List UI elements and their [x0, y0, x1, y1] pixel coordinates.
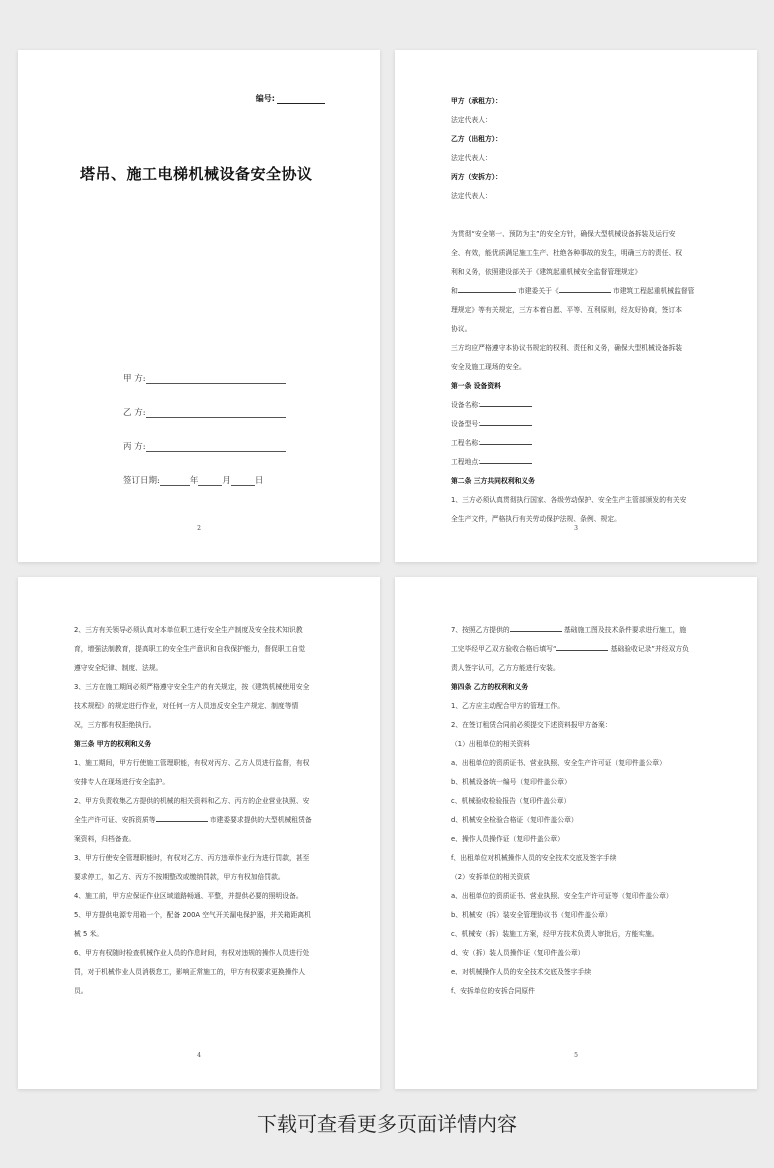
fill-in-blank — [458, 285, 516, 293]
line-text: 械 5 米。 — [74, 930, 104, 938]
line-text: 况，三方都有权拒绝执行。 — [74, 721, 156, 729]
text-line — [451, 773, 707, 792]
line-text: 工程名称: — [451, 439, 481, 447]
line-text: 2、甲方负责收集乙方提供的机械的相关资料和乙方、丙方的企业营业执照、安 — [74, 797, 310, 805]
year-label: 年 — [189, 476, 199, 486]
text-line — [451, 982, 707, 1001]
line-text: 6、甲方有权随时检查机械作业人员的作息时间，有权对违规的操作人员进行处 — [74, 949, 310, 957]
text-line — [74, 944, 330, 963]
fill-in-blank — [510, 624, 562, 632]
party-a-blank — [146, 375, 286, 384]
text-line — [451, 963, 707, 982]
text-line — [74, 887, 330, 906]
line-text: c、机械安（拆）装施工方案，经甲方技术负责人审批后，方能实施。 — [451, 930, 659, 938]
line-text: 第一条 设备资料 — [451, 382, 501, 390]
line-text: （1）出租单位的相关资料 — [451, 740, 531, 748]
line-text: 第二条 三方共同权利和义务 — [451, 477, 535, 485]
line-text: 乙方（出租方）： — [451, 135, 502, 143]
line-text: 利和义务，依照建设部关于《建筑起重机械安全监督管理规定》 — [451, 268, 642, 276]
line-text: 设备型号: — [451, 420, 481, 428]
watermark — [102, 490, 123, 515]
page-body — [451, 621, 707, 1001]
month-label: 月 — [222, 476, 231, 486]
fill-in-blank — [559, 285, 611, 293]
fill-in-blank — [480, 456, 532, 464]
section-heading — [451, 130, 707, 149]
text-line — [451, 944, 707, 963]
line-text: 2、在签订租赁合同前必须提交下述资料报甲方备案： — [451, 721, 612, 729]
sign-date-label: 签订日期: — [123, 476, 160, 486]
line-text: 1、乙方应主动配合甲方的管理工作。 — [451, 702, 565, 710]
line-text: 要求停工，如乙方、丙方不按期整改或缴纳罚款，甲方有权加倍罚款。 — [74, 873, 285, 881]
fill-in-blank — [480, 418, 532, 426]
party-c-blank — [146, 443, 286, 452]
line-text: 7、按照乙方提供的 — [451, 626, 510, 634]
line-text: 育，增强法制教育，提高职工的安全生产意识和自我保护能力，督促职工自觉 — [74, 645, 306, 653]
text-line — [451, 206, 707, 225]
line-text: 第三条 甲方的权利和义务 — [74, 740, 152, 748]
page-body — [451, 92, 707, 529]
page-number: 5 — [574, 1052, 578, 1059]
line-text: e、对机械操作人员的安全技术交底及签字手续 — [451, 968, 592, 976]
year-blank — [160, 477, 190, 486]
day-blank — [231, 477, 255, 486]
text-line — [451, 187, 707, 206]
sign-date-field — [123, 474, 263, 486]
line-text: f、出租单位对机械操作人员的安全技术交底及签字手续 — [451, 854, 617, 862]
line-text: 1、施工期间，甲方行使施工管理职能，有权对丙方、乙方人员进行监督，有权 — [74, 759, 310, 767]
page-number: 4 — [197, 1052, 201, 1059]
text-line — [451, 149, 707, 168]
line-text: 安排专人在现场进行安全监护。 — [74, 778, 170, 786]
fill-in-blank — [480, 399, 532, 407]
line-text: 工程地点: — [451, 458, 481, 466]
line-text: 为贯彻“安全第一、预防为主”的安全方针，确保大型机械设备拆装及运行安 — [451, 230, 676, 238]
text-line — [451, 811, 707, 830]
text-line — [74, 659, 330, 678]
line-text: b、机械设备统一编号（复印件盖公章） — [451, 778, 571, 786]
text-line — [451, 225, 707, 244]
line-text: 4、施工前，甲方应保证作业区域道路畅通、平整，并提供必要的照明设备。 — [74, 892, 303, 900]
line-text: 设备名称: — [451, 401, 481, 409]
section-heading — [451, 168, 707, 187]
text-line — [451, 754, 707, 773]
day-label: 日 — [254, 476, 264, 486]
text-line — [74, 697, 330, 716]
party-b-blank — [146, 409, 286, 418]
text-line — [74, 906, 330, 925]
line-text: 3、甲方行使安全管理职能时，有权对乙方、丙方违章作业行为进行罚款，甚至 — [74, 854, 310, 862]
text-line — [74, 925, 330, 944]
line-text: 安全及施工现场的安全。 — [451, 363, 526, 371]
line-text: d、机械安全检验合格证（复印件盖公章） — [451, 816, 578, 824]
line-text: 案资料，归档备查。 — [74, 835, 136, 843]
text-line — [451, 434, 707, 453]
line-text: 3、三方在施工期间必须严格遵守安全生产的有关规定，按《建筑机械使用安全 — [74, 683, 310, 691]
line-text: b、机械安（拆）装安全管理协议书（复印件盖公章） — [451, 911, 612, 919]
text-line — [451, 415, 707, 434]
text-line — [74, 678, 330, 697]
line-text: 1、三方必须认真贯彻执行国家、各级劳动保护、安全生产主管部颁发的有关安 — [451, 496, 687, 504]
text-line — [451, 640, 707, 659]
line-text: 协议。 — [451, 325, 472, 333]
text-line — [74, 716, 330, 735]
text-line — [451, 868, 707, 887]
month-blank — [198, 477, 222, 486]
serial-number-label: 编号: — [255, 94, 275, 103]
text-line — [451, 925, 707, 944]
line-text: 员。 — [74, 987, 88, 995]
line-text: 市建筑工程起重机械监督管 — [610, 287, 695, 295]
text-line — [451, 792, 707, 811]
fill-in-blank — [156, 814, 208, 822]
line-text: 2、三方有关领导必须认真对本单位职工进行安全生产制度及安全技术知识教 — [74, 626, 303, 634]
text-line — [451, 301, 707, 320]
text-line — [451, 697, 707, 716]
line-text: 罚，对于机械作业人员消极怠工，影响正常施工的，甲方有权要求更换操作人 — [74, 968, 306, 976]
line-text: a、出租单位的资质证书、营业执照、安全生产许可证等（复印件盖公章） — [451, 892, 673, 900]
section-heading — [451, 92, 707, 111]
page-number: 3 — [574, 525, 578, 532]
page-number: 2 — [197, 525, 201, 532]
party-c-signature — [123, 440, 286, 452]
text-line — [74, 868, 330, 887]
text-line — [74, 792, 330, 811]
party-c-label: 丙 方: — [123, 442, 146, 452]
line-text: 基础施工图及技术条件要求进行施工，施 — [561, 626, 687, 634]
download-prompt-caption: 下载可查看更多页面详情内容 — [257, 1112, 517, 1136]
line-text: 法定代表人： — [451, 154, 492, 162]
line-text: 甲方（承租方）： — [451, 97, 502, 105]
text-line — [451, 320, 707, 339]
text-line — [451, 263, 707, 282]
page-body — [74, 621, 330, 1001]
line-text: d、安（拆）装人员操作证（复印件盖公章） — [451, 949, 585, 957]
text-line — [451, 491, 707, 510]
line-text: 丙方（安拆方）： — [451, 173, 502, 181]
text-line — [74, 849, 330, 868]
text-line — [451, 735, 707, 754]
serial-number-field — [256, 93, 325, 104]
section-heading — [451, 377, 707, 396]
text-line — [74, 621, 330, 640]
text-line — [451, 830, 707, 849]
line-text: a、出租单位的资质证书、营业执照、安全生产许可证（复印件盖公章） — [451, 759, 666, 767]
line-text: 法定代表人： — [451, 116, 492, 124]
text-line — [74, 982, 330, 1001]
serial-number-blank — [277, 96, 325, 104]
section-heading — [451, 678, 707, 697]
line-text: 遵守安全纪律、制度、法规。 — [74, 664, 163, 672]
party-a-signature — [123, 372, 286, 384]
text-line — [451, 621, 707, 640]
document-page-cover — [18, 50, 380, 562]
line-text: 基础验收记录”并经双方负 — [608, 645, 689, 653]
text-line — [74, 754, 330, 773]
text-line — [451, 453, 707, 472]
text-line — [451, 339, 707, 358]
document-page-parties — [395, 50, 757, 562]
text-line — [451, 282, 707, 301]
fill-in-blank — [556, 643, 608, 651]
text-line — [74, 830, 330, 849]
line-text: 责人签字认可，乙方方能进行安装。 — [451, 664, 560, 672]
line-text: 全、有效，能优质满足施工生产、杜绝各种事故的发生，明确三方的责任、权 — [451, 249, 683, 257]
line-text: 市建委关于《 — [515, 287, 559, 295]
text-line — [74, 640, 330, 659]
text-line — [451, 849, 707, 868]
line-text: （2）安拆单位的相关资质 — [451, 873, 531, 881]
text-line — [451, 659, 707, 678]
line-text: 第四条 乙方的权利和义务 — [451, 683, 529, 691]
line-text: 全生产许可证、安拆资质等 — [74, 816, 156, 824]
line-text: 法定代表人： — [451, 192, 492, 200]
section-heading — [74, 735, 330, 754]
document-title: 塔吊、施工电梯机械设备安全协议 — [80, 165, 313, 183]
text-line — [451, 396, 707, 415]
party-b-label: 乙 方: — [123, 408, 146, 418]
line-text: c、机械验收检验报告（复印件盖公章） — [451, 797, 571, 805]
line-text: f、安拆单位的安拆合同原件 — [451, 987, 535, 995]
text-line — [74, 773, 330, 792]
text-line — [74, 811, 330, 830]
line-text: e、操作人员操作证（复印件盖公章） — [451, 835, 564, 843]
text-line — [451, 358, 707, 377]
text-line — [451, 887, 707, 906]
text-line — [451, 244, 707, 263]
fill-in-blank — [480, 437, 532, 445]
text-line — [451, 716, 707, 735]
line-text: 理规定》等有关规定，三方本着自愿、平等、互利原则，经友好协商，签订本 — [451, 306, 683, 314]
section-heading — [451, 472, 707, 491]
line-text: 5、甲方提供电源专用箱一个，配备 200A 空气开关漏电保护器，并关箱距离机 — [74, 911, 311, 919]
line-text: 全生产文件，严格执行有关劳动保护法规、条例、规定。 — [451, 515, 621, 523]
text-line — [451, 111, 707, 130]
party-b-signature — [123, 406, 286, 418]
document-page-clauses — [18, 577, 380, 1089]
party-a-label: 甲 方: — [123, 374, 146, 384]
line-text: 三方均应严格遵守本协议书规定的权利、责任和义务，确保大型机械设备拆装 — [451, 344, 683, 352]
text-line — [451, 906, 707, 925]
document-page-lessor-duties — [395, 577, 757, 1089]
line-text: 技术规程》的规定进行作业，对任何一方人员违反安全生产规定、制度等情 — [74, 702, 299, 710]
line-text: 市建委要求提供的大型机械租赁备 — [207, 816, 312, 824]
line-text: 和 — [451, 287, 458, 295]
text-line — [74, 963, 330, 982]
line-text: 工完毕经甲乙双方验收合格后填写“ — [451, 645, 557, 653]
